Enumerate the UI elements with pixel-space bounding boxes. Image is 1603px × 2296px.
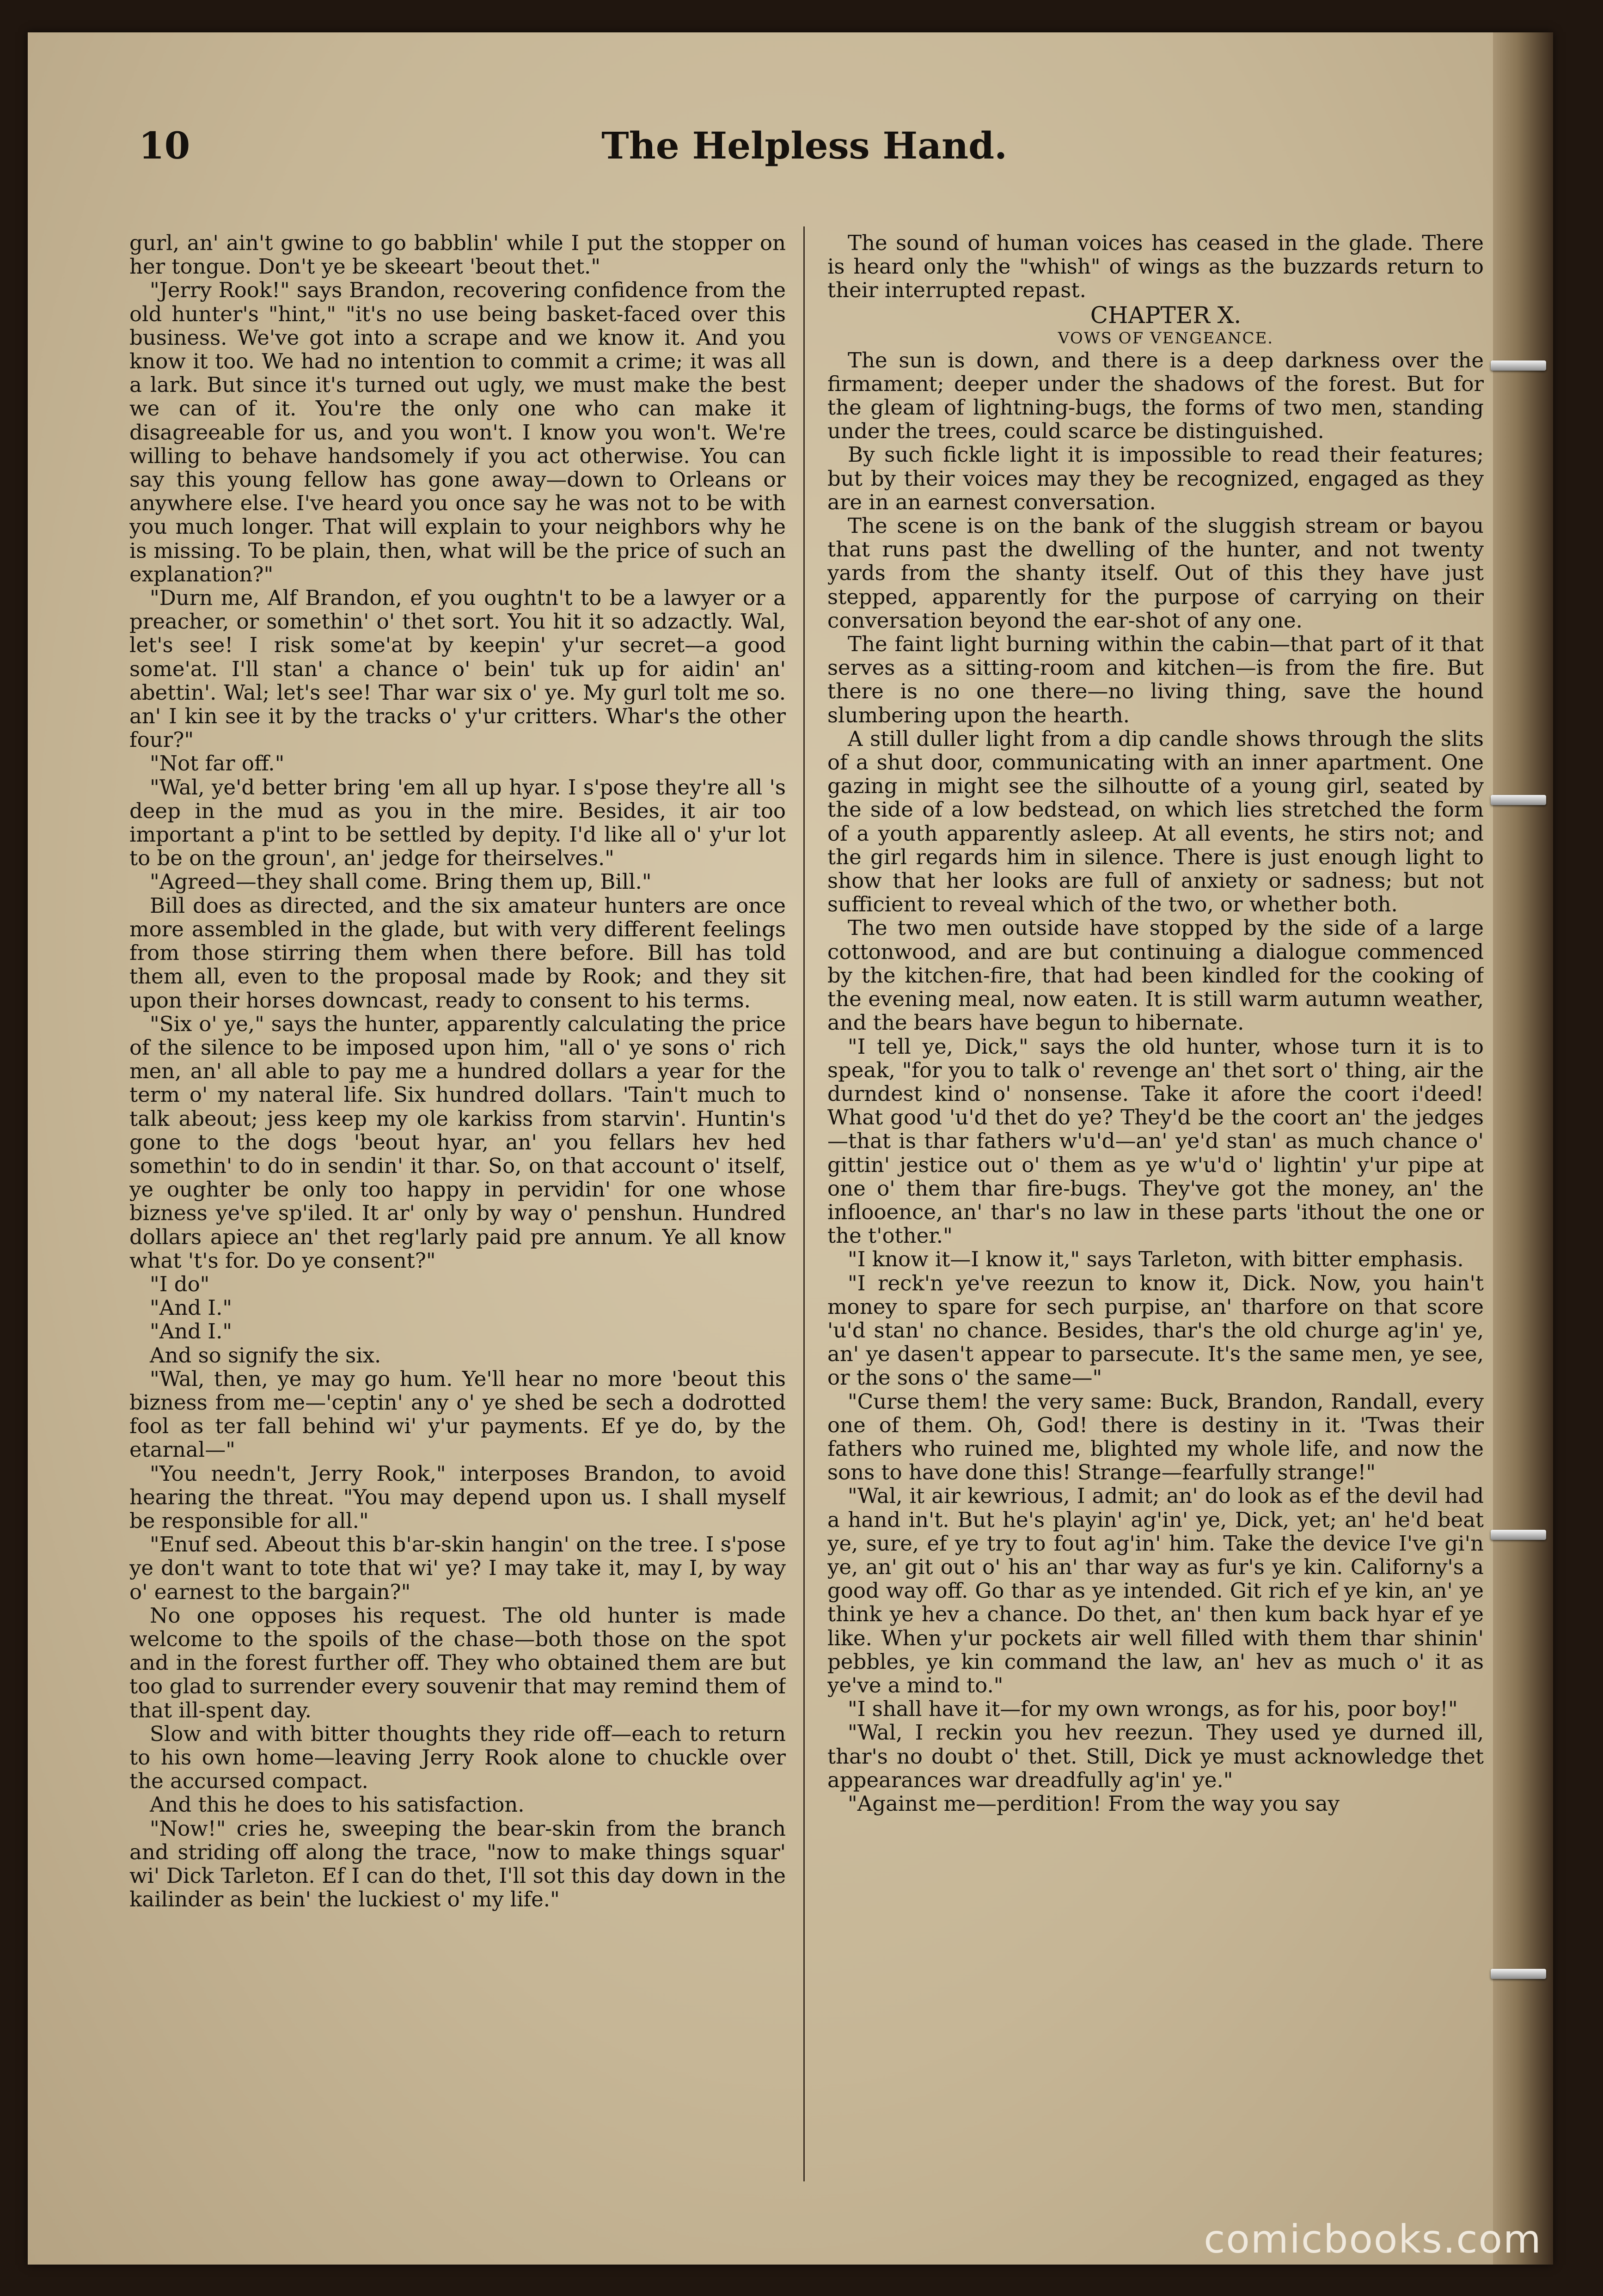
staple <box>1491 795 1546 805</box>
paragraph: "I reck'n ye've reezun to know it, Dick. Now, you hain't money to spare for sech purpise, an' tharfore on that score 'u'd stan' no chance. Besides, thar's the old churge ag'in' ye, an' ye dasen't appear to parsecute. It's the same men, ye see, or the sons o' the same—" <box>827 1270 1484 1390</box>
paragraph: "Agreed—they shall come. Bring them up, Bill." <box>150 869 652 894</box>
paragraph: "Jerry Rook!" says Brandon, recovering confidence from the old hunter's "hint," "it's no use being basket-faced over this business. We've got into a scrape and we know it. And you know it too. We had no intention to commit a crime; it was all a lark. But since it's turned out ugly, we must make the best we can of it. You're the only one who can make it disagreeable for us, and you won't. I know you won't. We're willing to behave handsomely if you act otherwise. You can say this young fellow has gone away—down to Orleans or anywhere else. I've heard you once say he was not to be with you much longer. That will explain to your neighbors why he is missing. To be plain, then, what will be the price of such an explanation?" <box>129 278 786 586</box>
paragraph: The scene is on the bank of the sluggish stream or bayou that runs past the dwelling of the hunter, and not twenty yards from the shanty itself. Out of this they have just stepped, apparently for the purpose of carrying on their conversation beyond the ear-shot of any one. <box>827 513 1484 633</box>
paragraph: "Against me—perdition! From the way you say <box>848 1791 1340 1816</box>
paragraph: And this he does to his satisfaction. <box>150 1792 525 1817</box>
paragraph: gurl, an' ain't gwine to go babblin' while I put the stopper on her tongue. Don't ye be skeeart 'beout thet." <box>129 231 786 279</box>
paragraph: "Now!" cries he, sweeping the bear-skin from the branch and striding off along the trace, "now to make things squar' wi' Dick Tarleton. Ef I can do thet, I'll sot this day down in the kailinder as bein' the luckiest o' my life." <box>129 1816 786 1912</box>
right-column <box>827 231 1484 2228</box>
page-number: 10 <box>139 124 190 167</box>
paragraph: "Six o' ye," says the hunter, apparently calculating the price of the silence to be imposed upon him, "all o' ye sons o' rich men, an' all able to pay me a hundred dollars a year for the term o' my nateral life. Six hundred dollars. 'Tain't much to talk abeout; jess keep my ole karkiss from starvin'. Huntin's gone to the dogs 'beout hyar, an' you fellars hev hed somethin' to do in sendin' it thar. So, on that account o' itself, ye oughter be only too happy in pervidin' for one whose bizness ye've sp'iled. It ar' only by way o' penshun. Hundred dollars apiece an' thet reg'larly paid pre annum. Ye all know what 't's for. Do ye consent?" <box>129 1011 786 1273</box>
paragraph: "I do" <box>150 1271 210 1296</box>
paragraph: Slow and with bitter thoughts they ride off—each to return to his own home—leaving Jerry Rook alone to chuckle over the accursed compact. <box>129 1721 786 1794</box>
paragraph: The two men outside have stopped by the side of a large cottonwood, and are but continuing a dialogue commenced by the kitchen-fire, that had been kindled for the cooking of the evening meal, now eaten. It is still warm autumn weather, and the bears have begun to hibernate. <box>827 916 1484 1035</box>
staple <box>1491 1969 1546 1979</box>
paragraph: "I tell ye, Dick," says the old hunter, whose turn it is to speak, "for you to talk o' revenge an' thet sort o' thing, air the durndest kind o' nonsense. Take it afore the coort i'deed! What good 'u'd thet do ye? They'd be the coort an' the jedges—that is thar fathers w'u'd—an' ye'd stan' as much chance o' gittin' jestice out o' them as ye w'u'd o' lightin' y'ur pipe at one o' them thar fire-bugs. They've got the money, an' the inflooence, an' thar's no law in these parts 'ithout the one or the t'other." <box>827 1034 1484 1248</box>
paragraph: "I shall have it—for my own wrongs, as for his, poor boy!" <box>848 1697 1458 1722</box>
chapter-number: CHAPTER X. <box>1090 301 1242 329</box>
chapter-title: VOWS OF VENGEANCE. <box>1058 329 1274 348</box>
paragraph: Bill does as directed, and the six amateur hunters are once more assembled in the glade, but with very different feelings from those stirring them when there before. Bill has told them all, even to the proposal made by Rook; and they sit upon their horses downcast, ready to consent to his terms. <box>129 893 786 1013</box>
site-watermark: comicbooks.com <box>1204 2217 1542 2262</box>
magazine-page <box>28 32 1553 2265</box>
paragraph: The faint light burning within the cabin—that part of it that serves as a sitting-room and kitchen—is from the fire. But there is no one there—no living thing, save the hound slumbering upon the hearth. <box>827 632 1484 727</box>
paragraph: The sound of human voices has ceased in the glade. There is heard only the "whish" of wings as the buzzards return to their interrupted repast. <box>827 231 1484 303</box>
paragraph: "And I." <box>150 1319 232 1344</box>
paragraph: "Wal, it air kewrious, I admit; an' do look as ef the devil had a hand in't. But he's playin' ag'in' ye, Dick, yet; an' he'd beat ye, sure, ef ye try to fout ag'in' him. Take the device I've gi'n ye, an' git out o' his an' thar way as fur's ye kin. Californy's a good way off. Go thar as ye intended. Git rich ef ye kin, an' ye think ye hev a chance. Do thet, an' then kum back hyar ef ye like. When y'ur pockets air well filled with them thar shinin' pebbles, ye kin command the law, an' hev as much o' it as ye've a mind to." <box>827 1484 1484 1698</box>
paragraph: "Wal, ye'd better bring 'em all up hyar. I s'pose they're all 's deep in the mud as you in the mire. Besides, it air too important a p'int to be settled by depity. I'd like all o' y'ur lot to be on the groun', an' jedge for theirselves." <box>129 775 786 871</box>
staple <box>1491 360 1546 371</box>
left-column <box>129 231 786 2228</box>
paragraph: A still duller light from a dip candle shows through the slits of a shut door, communicating with an inner apartment. One gazing in might see the silhoutte of a young girl, seated by the side of a low bedstead, on which lies stretched the form of a youth apparently asleep. At all events, he stirs not; and the girl regards him in silence. There is just enough light to show that her looks are full of anxiety or sadness; but not sufficient to reveal which of the two, or whether both. <box>827 726 1484 917</box>
paragraph: "You needn't, Jerry Rook," interposes Brandon, to avoid hearing the threat. "You may depend upon us. I shall myself be responsible for all." <box>129 1461 786 1533</box>
paragraph: By such fickle light it is impossible to read their features; but by their voices may they be recognized, engaged as they are in an earnest conversation. <box>827 442 1484 514</box>
paragraph: "I know it—I know it," says Tarleton, with bitter emphasis. <box>848 1247 1464 1272</box>
running-header <box>139 122 1470 176</box>
paragraph: "Curse them! the very same: Buck, Brandon, Randall, every one of them. Oh, God! there is destiny in it. 'Twas their fathers who ruined me, blighted my whole life, and now the sons to have done this! Strange—fearfully strange!" <box>827 1389 1484 1485</box>
paragraph: The sun is down, and there is a deep darkness over the firmament; deeper under the shadows of the forest. But for the gleam of lightning-bugs, the forms of two men, standing under the trees, could scarce be distinguished. <box>827 348 1484 444</box>
paragraph: And so signify the six. <box>150 1343 381 1368</box>
paragraph: "Wal, I reckin you hev reezun. They used ye durned ill, thar's no doubt o' thet. Still, Dick ye must acknowledge thet appearances war dreadfully ag'in' ye." <box>827 1720 1484 1792</box>
running-title: The Helpless Hand. <box>601 124 1007 167</box>
paragraph: No one opposes his request. The old hunter is made welcome to the spoils of the chase—both those on the spot and in the forest further off. They who obtained them are but too glad to surrender every souvenir that may remind them of that ill-spent day. <box>129 1603 786 1722</box>
paragraph: "Enuf sed. Abeout this b'ar-skin hangin' on the tree. I s'pose ye don't want to tote that wi' ye? I may take it, may I, by way o' earnest to the bargain?" <box>129 1532 786 1604</box>
column-divider <box>803 226 805 2181</box>
paragraph: "And I." <box>150 1295 232 1320</box>
staple <box>1491 1530 1546 1540</box>
paragraph: "Durn me, Alf Brandon, ef you oughtn't to be a lawyer or a preacher, or somethin' o' thet sort. You hit it so adzactly. Wal, let's see! I risk some'at by keepin' y'ur secret—a good some'at. I'll stan' a chance o' bein' tuk up for aidin' an' abettin'. Wal; let's see! Thar war six o' ye. My gurl tolt me so. an' I kin see it by the tracks o' y'ur critters. Whar's the other four?" <box>129 586 786 752</box>
paragraph: "Wal, then, ye may go hum. Ye'll hear no more 'beout this bizness from me—'ceptin' any o' ye shed be sech a dodrotted fool as ter fall behind wi' y'ur payments. Ef ye do, by the etarnal—" <box>129 1366 786 1462</box>
paragraph: "Not far off." <box>150 751 285 776</box>
